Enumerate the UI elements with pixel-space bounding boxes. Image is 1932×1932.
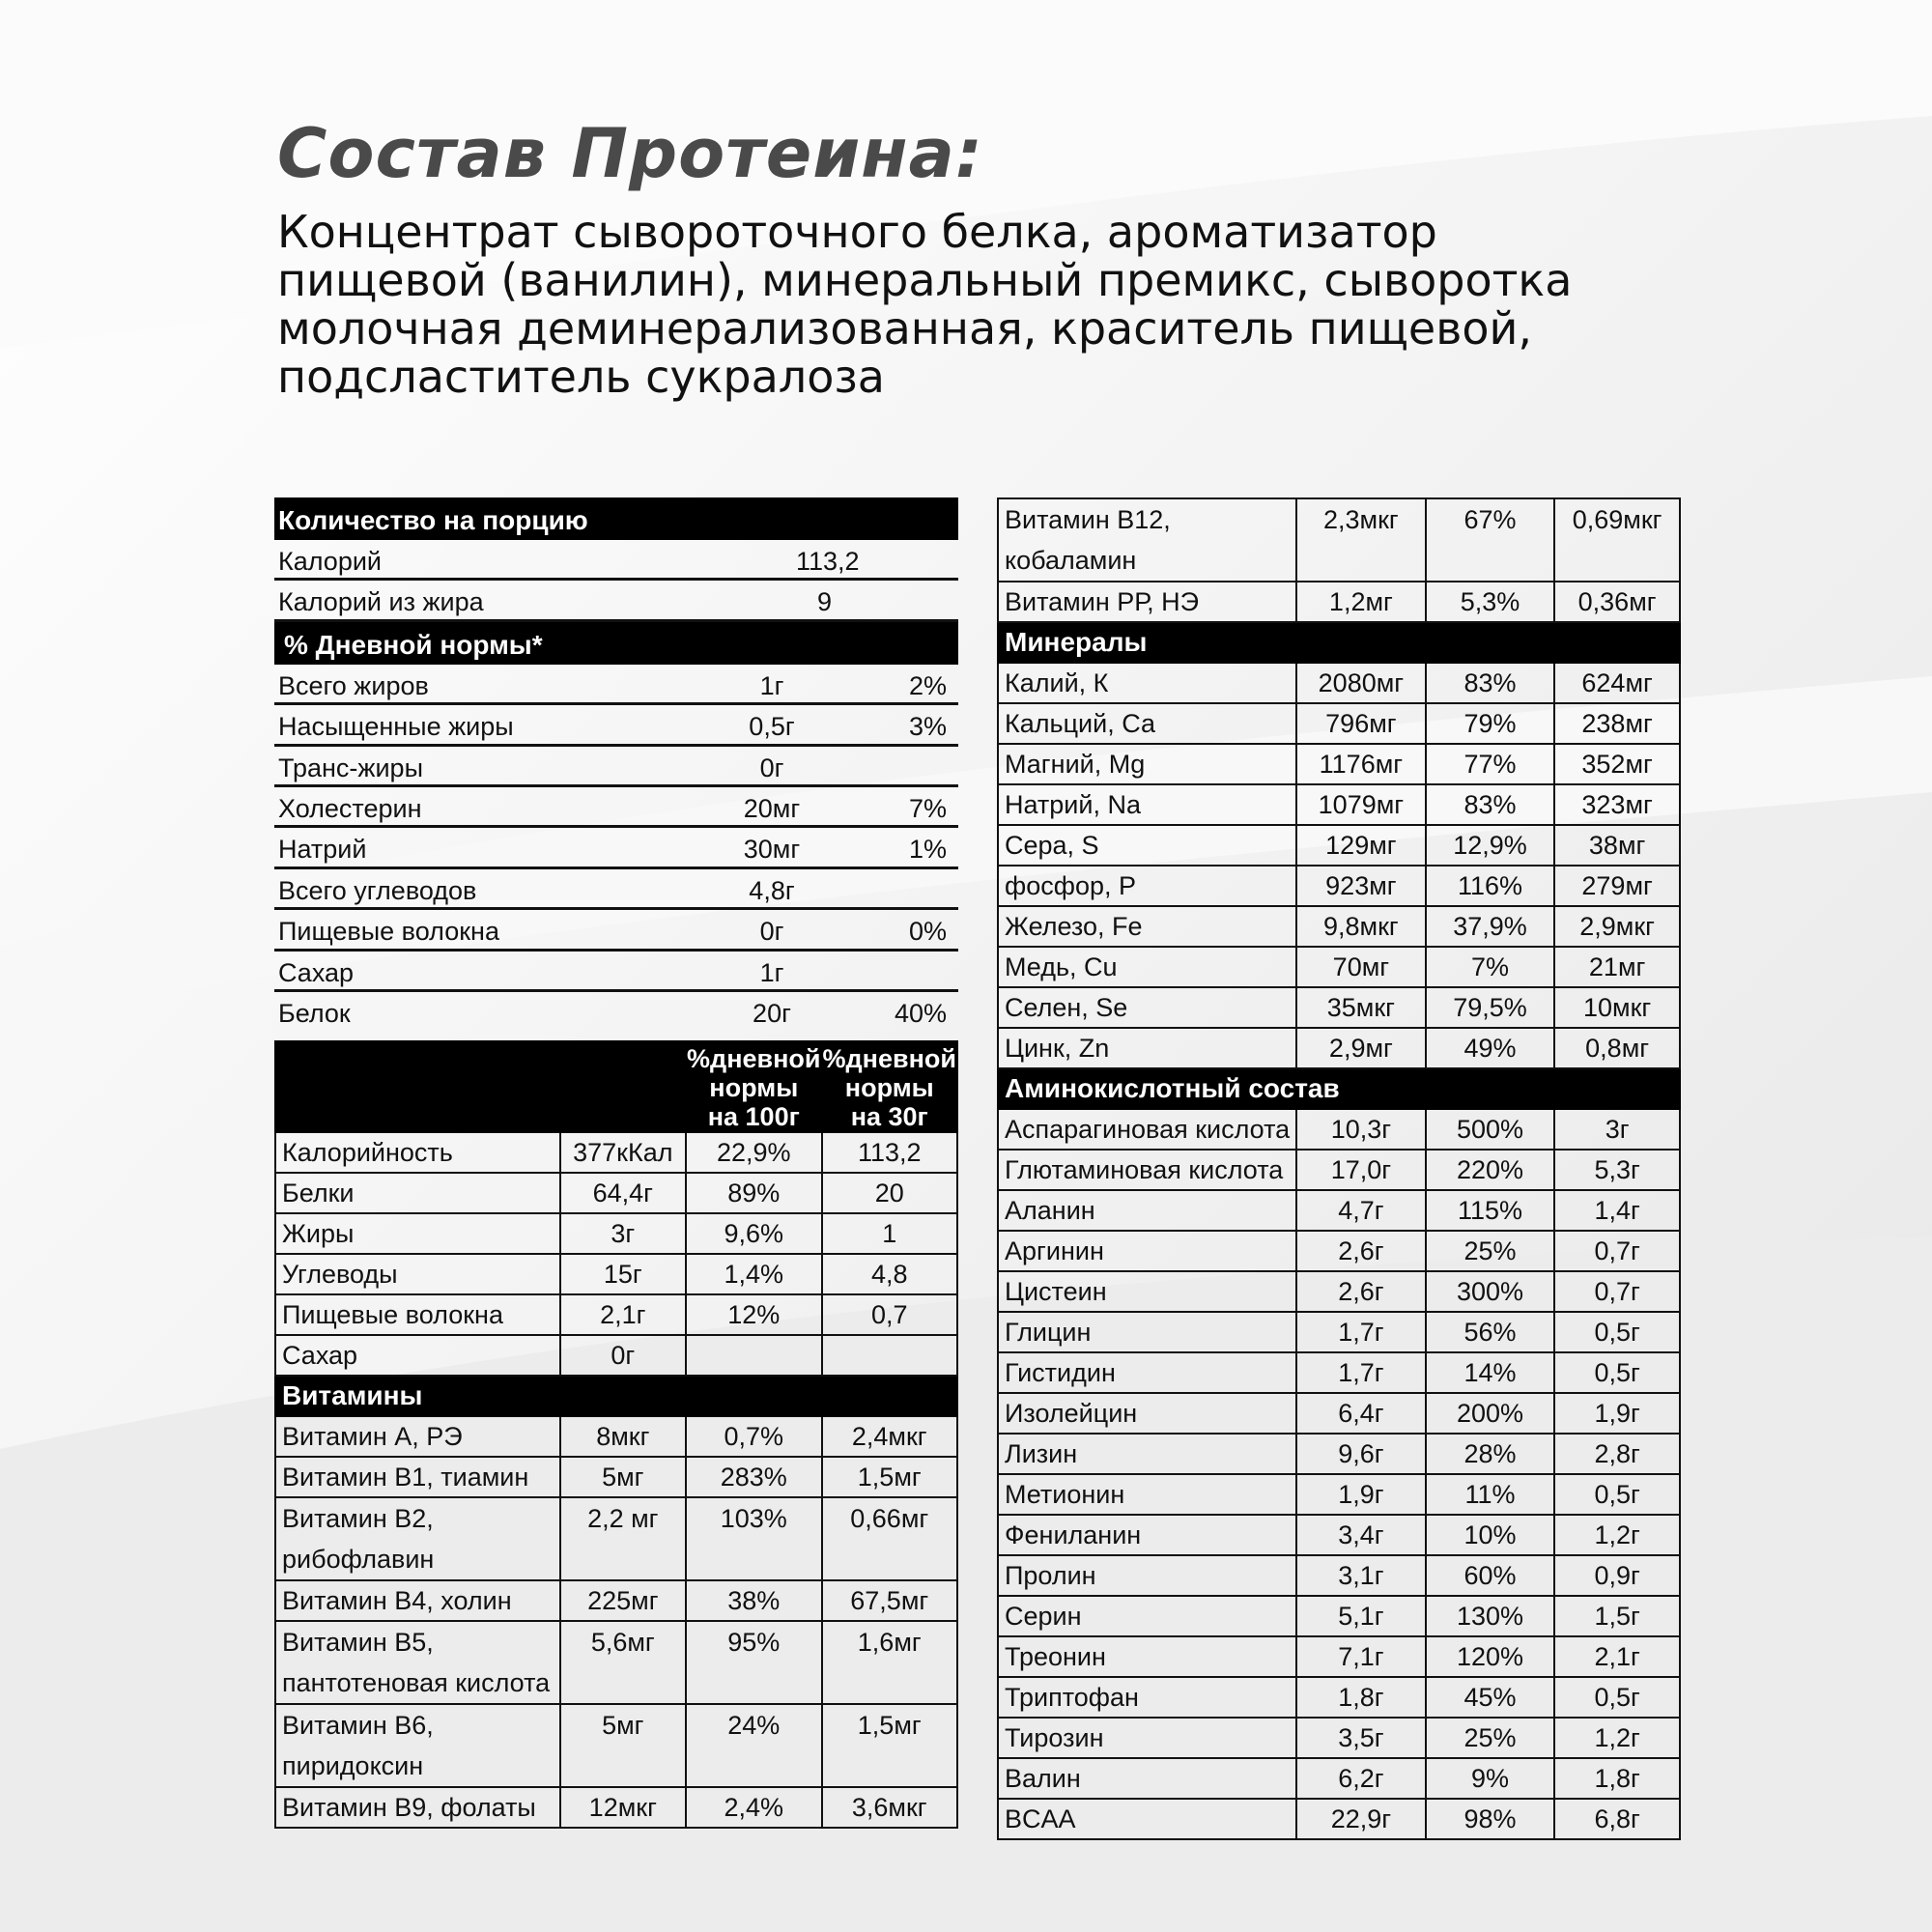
nutrient-amount: 0г bbox=[759, 917, 784, 947]
amount-cell: 3,4г bbox=[1296, 1515, 1426, 1555]
serving-cell: 0,66мг bbox=[822, 1497, 957, 1580]
percent-cell: 1,4% bbox=[686, 1254, 821, 1294]
nutrient-label: Сахар bbox=[278, 957, 355, 987]
amount-cell: 3,1г bbox=[1296, 1555, 1426, 1596]
dv-30-header-line: на 30г bbox=[850, 1102, 928, 1131]
nutrition-row bbox=[275, 1335, 957, 1376]
nutrient-amount: 0г bbox=[759, 753, 784, 782]
mineral-row bbox=[998, 1028, 1680, 1068]
vitamin-name-line: Витамин В4, холин bbox=[282, 1586, 512, 1615]
serving-cell: 0,69мкг bbox=[1554, 498, 1680, 582]
percent-cell: 22,9% bbox=[686, 1132, 821, 1173]
dv-30-header-line: нормы bbox=[844, 1073, 934, 1102]
serving-cell: 0,36мг bbox=[1554, 582, 1680, 622]
amino-acid-row bbox=[998, 1393, 1680, 1434]
amount-cell: 1,9г bbox=[1296, 1474, 1426, 1515]
daily-value-row bbox=[274, 992, 958, 1033]
fat-calories-row bbox=[274, 581, 958, 621]
amount-cell: 12мкг bbox=[560, 1787, 686, 1828]
nutrient-percent: 7% bbox=[908, 793, 947, 823]
nutrition-row bbox=[275, 1254, 957, 1294]
serving-cell: 1 bbox=[822, 1213, 957, 1254]
serving-cell: 2,1г bbox=[1554, 1636, 1680, 1677]
amount-cell: 2,9мг bbox=[1296, 1028, 1426, 1068]
dv-30-header-line: %дневной bbox=[822, 1044, 956, 1073]
amino-acid-row bbox=[998, 1434, 1680, 1474]
row-label: BCAA bbox=[998, 1799, 1296, 1839]
dv-100-header-line: на 100г bbox=[707, 1102, 800, 1131]
serving-cell: 1,4г bbox=[1554, 1190, 1680, 1231]
minerals-header: Минералы bbox=[998, 622, 1680, 663]
vitamin-row bbox=[275, 1580, 957, 1621]
row-label: Белки bbox=[275, 1173, 560, 1213]
vitamin-row bbox=[275, 1497, 957, 1580]
serving-cell: 4,8 bbox=[822, 1254, 957, 1294]
amino-acid-row bbox=[998, 1555, 1680, 1596]
vitamin-row bbox=[275, 1457, 957, 1497]
percent-cell: 2,4% bbox=[686, 1787, 821, 1828]
amount-cell: 70мг bbox=[1296, 947, 1426, 987]
vitamin-name-line: Витамин РР, НЭ bbox=[1005, 587, 1200, 616]
nutrient-amount: 30мг bbox=[743, 835, 801, 865]
fat-calories-label: Калорий из жира bbox=[278, 587, 484, 617]
row-label: Серин bbox=[998, 1596, 1296, 1636]
amino-acid-row bbox=[998, 1231, 1680, 1271]
serving-cell: 0,5г bbox=[1554, 1352, 1680, 1393]
serving-cell: 1,5г bbox=[1554, 1596, 1680, 1636]
serving-cell: 0,8мг bbox=[1554, 1028, 1680, 1068]
amount-cell: 3г bbox=[560, 1213, 686, 1254]
percent-cell: 500% bbox=[1426, 1109, 1555, 1150]
row-label: Аланин bbox=[998, 1190, 1296, 1231]
mineral-row bbox=[998, 703, 1680, 744]
serving-cell: 1,6мг bbox=[822, 1621, 957, 1704]
vitamin-row bbox=[275, 1621, 957, 1704]
row-label: Кальций, Са bbox=[998, 703, 1296, 744]
amino-acid-row bbox=[998, 1474, 1680, 1515]
percent-cell: 83% bbox=[1426, 784, 1555, 825]
serving-cell: 3,6мкг bbox=[822, 1787, 957, 1828]
percent-cell: 37,9% bbox=[1426, 906, 1555, 947]
serving-cell: 113,2 bbox=[822, 1132, 957, 1173]
serving-header: Количество на порцию bbox=[274, 497, 958, 540]
amount-cell: 129мг bbox=[1296, 825, 1426, 866]
daily-value-row bbox=[274, 952, 958, 992]
amount-cell: 6,2г bbox=[1296, 1758, 1426, 1799]
percent-cell: 28% bbox=[1426, 1434, 1555, 1474]
minerals-section-header bbox=[998, 622, 1680, 663]
vitamin-name-line: пантотеновая кислота bbox=[282, 1668, 551, 1697]
percent-cell: 25% bbox=[1426, 1718, 1555, 1758]
nutrient-amount: 20мг bbox=[743, 793, 801, 823]
row-label: Аргинин bbox=[998, 1231, 1296, 1271]
vitamin-row bbox=[998, 582, 1680, 622]
percent-cell: 130% bbox=[1426, 1596, 1555, 1636]
amino-acid-row bbox=[998, 1636, 1680, 1677]
serving-cell: 1,9г bbox=[1554, 1393, 1680, 1434]
nutrient-label: Насыщенные жиры bbox=[278, 712, 514, 742]
row-label: Пищевые волокна bbox=[275, 1294, 560, 1335]
percent-cell: 79,5% bbox=[1426, 987, 1555, 1028]
amino-acid-row bbox=[998, 1190, 1680, 1231]
row-label: Натрий, Na bbox=[998, 784, 1296, 825]
calories-value: 113,2 bbox=[796, 547, 860, 576]
mineral-row bbox=[998, 825, 1680, 866]
amount-cell: 1,7г bbox=[1296, 1352, 1426, 1393]
percent-cell: 9,6% bbox=[686, 1213, 821, 1254]
amino-acid-row bbox=[998, 1109, 1680, 1150]
serving-cell: 238мг bbox=[1554, 703, 1680, 744]
vitamin-name-line: Витамин В9, фолаты bbox=[282, 1793, 536, 1822]
serving-cell: 0,7 bbox=[822, 1294, 957, 1335]
amino-section-header bbox=[998, 1068, 1680, 1109]
percent-cell: 79% bbox=[1426, 703, 1555, 744]
vitamin-name bbox=[275, 1457, 560, 1497]
serving-cell: 352мг bbox=[1554, 744, 1680, 784]
mineral-row bbox=[998, 663, 1680, 703]
mineral-row bbox=[998, 866, 1680, 906]
vitamin-name bbox=[275, 1621, 560, 1704]
vitamins-header: Витамины bbox=[275, 1376, 957, 1416]
daily-value-row bbox=[274, 869, 958, 910]
nutrition-header-row bbox=[275, 1041, 957, 1132]
percent-cell: 283% bbox=[686, 1457, 821, 1497]
vitamin-row bbox=[998, 498, 1680, 582]
row-label: Изолейцин bbox=[998, 1393, 1296, 1434]
vitamin-name-line: Витамин В2, bbox=[282, 1504, 434, 1533]
empty-header-cell bbox=[275, 1041, 560, 1132]
ingredients-line: Концентрат сывороточного белка, ароматизатор bbox=[277, 206, 1437, 258]
vitamin-name bbox=[275, 1704, 560, 1787]
amount-cell: 923мг bbox=[1296, 866, 1426, 906]
row-label: Сера, S bbox=[998, 825, 1296, 866]
percent-cell: 25% bbox=[1426, 1231, 1555, 1271]
amount-cell: 2,3мкг bbox=[1296, 498, 1426, 582]
amount-cell: 1079мг bbox=[1296, 784, 1426, 825]
amino-acid-row bbox=[998, 1799, 1680, 1839]
nutrition-row bbox=[275, 1132, 957, 1173]
percent-cell: 10% bbox=[1426, 1515, 1555, 1555]
amount-cell: 6,4г bbox=[1296, 1393, 1426, 1434]
serving-cell: 323мг bbox=[1554, 784, 1680, 825]
amount-cell: 2,6г bbox=[1296, 1231, 1426, 1271]
percent-cell: 103% bbox=[686, 1497, 821, 1580]
amount-cell: 0г bbox=[560, 1335, 686, 1376]
row-label: Цистеин bbox=[998, 1271, 1296, 1312]
ingredients-line: подсластитель сукралоза bbox=[277, 351, 885, 403]
minerals-amino-table bbox=[997, 497, 1681, 1840]
percent-cell: 120% bbox=[1426, 1636, 1555, 1677]
percent-cell: 12,9% bbox=[1426, 825, 1555, 866]
percent-cell: 98% bbox=[1426, 1799, 1555, 1839]
percent-cell: 49% bbox=[1426, 1028, 1555, 1068]
calories-row bbox=[274, 540, 958, 581]
nutrient-percent: 2% bbox=[908, 670, 947, 700]
amount-cell: 4,7г bbox=[1296, 1190, 1426, 1231]
amount-cell: 5,1г bbox=[1296, 1596, 1426, 1636]
amino-acid-row bbox=[998, 1150, 1680, 1190]
vitamin-name-line: Витамин В6, bbox=[282, 1711, 434, 1740]
nutrient-label: Белок bbox=[278, 998, 351, 1028]
serving-cell: 2,9мкг bbox=[1554, 906, 1680, 947]
nutrient-amount: 20г bbox=[753, 998, 791, 1028]
amount-cell: 35мкг bbox=[1296, 987, 1426, 1028]
row-label: Триптофан bbox=[998, 1677, 1296, 1718]
mineral-row bbox=[998, 906, 1680, 947]
row-label: Сахар bbox=[275, 1335, 560, 1376]
serving-cell: 1,5мг bbox=[822, 1457, 957, 1497]
dv-100-header-line: %дневной bbox=[687, 1044, 821, 1073]
daily-value-row bbox=[274, 910, 958, 951]
serving-cell: 6,8г bbox=[1554, 1799, 1680, 1839]
vitamin-name-line: рибофлавин bbox=[282, 1545, 435, 1574]
percent-cell: 115% bbox=[1426, 1190, 1555, 1231]
amino-acid-row bbox=[998, 1271, 1680, 1312]
amount-cell: 2,6г bbox=[1296, 1271, 1426, 1312]
amount-cell: 2,2 мг bbox=[560, 1497, 686, 1580]
serving-cell: 1,2г bbox=[1554, 1718, 1680, 1758]
amount-cell: 225мг bbox=[560, 1580, 686, 1621]
empty-header-cell bbox=[560, 1041, 686, 1132]
serving-cell: 3г bbox=[1554, 1109, 1680, 1150]
amount-cell: 9,6г bbox=[1296, 1434, 1426, 1474]
nutrition-table bbox=[274, 1040, 958, 1829]
amino-acid-row bbox=[998, 1515, 1680, 1555]
nutrient-label: Пищевые волокна bbox=[278, 917, 499, 947]
row-label: Глицин bbox=[998, 1312, 1296, 1352]
vitamin-row bbox=[275, 1787, 957, 1828]
row-label: Пролин bbox=[998, 1555, 1296, 1596]
nutrient-amount: 0,5г bbox=[749, 712, 795, 742]
serving-cell: 0,7г bbox=[1554, 1271, 1680, 1312]
vitamin-name-line: пиридоксин bbox=[282, 1751, 424, 1780]
serving-cell: 20 bbox=[822, 1173, 957, 1213]
ingredients-line: молочная деминерализованная, краситель пищевой, bbox=[277, 302, 1533, 355]
serving-cell: 1,8г bbox=[1554, 1758, 1680, 1799]
amount-cell: 5мг bbox=[560, 1704, 686, 1787]
serving-cell: 1,5мг bbox=[822, 1704, 957, 1787]
row-label: фосфор, Р bbox=[998, 866, 1296, 906]
serving-cell: 1,2г bbox=[1554, 1515, 1680, 1555]
amino-acid-row bbox=[998, 1312, 1680, 1352]
nutrient-percent: 40% bbox=[894, 998, 947, 1028]
amino-acid-row bbox=[998, 1596, 1680, 1636]
row-label: Цинк, Zn bbox=[998, 1028, 1296, 1068]
daily-value-row bbox=[274, 665, 958, 705]
serving-cell: 0,5г bbox=[1554, 1312, 1680, 1352]
amount-cell: 1,8г bbox=[1296, 1677, 1426, 1718]
nutrient-amount: 4,8г bbox=[749, 875, 795, 905]
serving-cell: 0,5г bbox=[1554, 1474, 1680, 1515]
row-label: Селен, Se bbox=[998, 987, 1296, 1028]
daily-value-rows bbox=[274, 665, 958, 1034]
dv-100-header bbox=[686, 1041, 821, 1132]
row-label: Фениланин bbox=[998, 1515, 1296, 1555]
percent-cell: 38% bbox=[686, 1580, 821, 1621]
daily-value-header: % Дневной нормы* bbox=[274, 622, 958, 665]
serving-cell: 38мг bbox=[1554, 825, 1680, 866]
vitamin-name-line: Витамин А, РЭ bbox=[282, 1422, 463, 1451]
amount-cell: 10,3г bbox=[1296, 1109, 1426, 1150]
serving-facts bbox=[274, 497, 958, 1033]
percent-cell: 220% bbox=[1426, 1150, 1555, 1190]
mineral-row bbox=[998, 987, 1680, 1028]
row-label: Медь, Cu bbox=[998, 947, 1296, 987]
serving-cell: 2,8г bbox=[1554, 1434, 1680, 1474]
nutrient-percent: 3% bbox=[908, 712, 947, 742]
serving-cell: 624мг bbox=[1554, 663, 1680, 703]
vitamin-name bbox=[275, 1580, 560, 1621]
amount-cell: 5мг bbox=[560, 1457, 686, 1497]
amount-cell: 22,9г bbox=[1296, 1799, 1426, 1839]
row-label: Калий, К bbox=[998, 663, 1296, 703]
amount-cell: 17,0г bbox=[1296, 1150, 1426, 1190]
row-label: Углеводы bbox=[275, 1254, 560, 1294]
amino-acid-row bbox=[998, 1677, 1680, 1718]
percent-cell: 56% bbox=[1426, 1312, 1555, 1352]
mineral-row bbox=[998, 744, 1680, 784]
ingredients-line: пищевой (ванилин), минеральный премикс, сыворотка bbox=[277, 254, 1573, 306]
percent-cell: 45% bbox=[1426, 1677, 1555, 1718]
row-label: Магний, Mg bbox=[998, 744, 1296, 784]
percent-cell: 5,3% bbox=[1426, 582, 1555, 622]
row-label: Гистидин bbox=[998, 1352, 1296, 1393]
mineral-row bbox=[998, 784, 1680, 825]
nutrient-label: Транс-жиры bbox=[278, 753, 423, 782]
calories-label: Калорий bbox=[278, 547, 382, 576]
vitamin-name bbox=[998, 582, 1296, 622]
row-label: Калорийность bbox=[275, 1132, 560, 1173]
serving-cell bbox=[822, 1335, 957, 1376]
amount-cell: 1,7г bbox=[1296, 1312, 1426, 1352]
percent-cell: 83% bbox=[1426, 663, 1555, 703]
vitamins-section-header bbox=[275, 1376, 957, 1416]
serving-cell: 5,3г bbox=[1554, 1150, 1680, 1190]
amount-cell: 377кКал bbox=[560, 1132, 686, 1173]
nutrient-percent: 1% bbox=[908, 835, 947, 865]
percent-cell: 24% bbox=[686, 1704, 821, 1787]
percent-cell: 200% bbox=[1426, 1393, 1555, 1434]
percent-cell: 300% bbox=[1426, 1271, 1555, 1312]
nutrient-label: Всего жиров bbox=[278, 670, 429, 700]
percent-cell: 95% bbox=[686, 1621, 821, 1704]
dv-100-header-line: нормы bbox=[709, 1073, 799, 1102]
vitamin-name-line: Витамин В1, тиамин bbox=[282, 1463, 529, 1492]
amount-cell: 1176мг bbox=[1296, 744, 1426, 784]
row-label: Валин bbox=[998, 1758, 1296, 1799]
vitamin-name-line: Витамин В12, bbox=[1005, 505, 1171, 534]
amount-cell: 1,2мг bbox=[1296, 582, 1426, 622]
amount-cell: 3,5г bbox=[1296, 1718, 1426, 1758]
fat-calories-value: 9 bbox=[817, 587, 833, 617]
amount-cell: 2080мг bbox=[1296, 663, 1426, 703]
amino-header: Аминокислотный состав bbox=[998, 1068, 1680, 1109]
percent-cell: 67% bbox=[1426, 498, 1555, 582]
amount-cell: 8мкг bbox=[560, 1416, 686, 1457]
serving-cell: 10мкг bbox=[1554, 987, 1680, 1028]
row-label: Жиры bbox=[275, 1213, 560, 1254]
amount-cell: 64,4г bbox=[560, 1173, 686, 1213]
serving-cell: 67,5мг bbox=[822, 1580, 957, 1621]
vitamin-name bbox=[998, 498, 1296, 582]
percent-cell: 89% bbox=[686, 1173, 821, 1213]
vitamin-name-line: Витамин В5, bbox=[282, 1628, 434, 1657]
row-label: Лизин bbox=[998, 1434, 1296, 1474]
serving-cell: 21мг bbox=[1554, 947, 1680, 987]
page-title: Состав Протеина: bbox=[277, 114, 983, 193]
amino-acid-row bbox=[998, 1352, 1680, 1393]
nutrient-percent: 0% bbox=[908, 917, 947, 947]
percent-cell: 60% bbox=[1426, 1555, 1555, 1596]
nutrition-row bbox=[275, 1213, 957, 1254]
nutrition-row bbox=[275, 1294, 957, 1335]
nutrient-amount: 1г bbox=[759, 670, 784, 700]
ingredients-text bbox=[277, 208, 1726, 401]
row-label: Треонин bbox=[998, 1636, 1296, 1677]
row-label: Метионин bbox=[998, 1474, 1296, 1515]
vitamin-row bbox=[275, 1704, 957, 1787]
daily-value-row bbox=[274, 787, 958, 828]
amount-cell: 2,1г bbox=[560, 1294, 686, 1335]
amount-cell: 9,8мкг bbox=[1296, 906, 1426, 947]
row-label: Железо, Fe bbox=[998, 906, 1296, 947]
row-label: Аспарагиновая кислота bbox=[998, 1109, 1296, 1150]
vitamin-row bbox=[275, 1416, 957, 1457]
vitamin-name bbox=[275, 1416, 560, 1457]
daily-value-row bbox=[274, 705, 958, 746]
daily-value-row bbox=[274, 747, 958, 787]
serving-cell: 0,5г bbox=[1554, 1677, 1680, 1718]
amount-cell: 7,1г bbox=[1296, 1636, 1426, 1677]
percent-cell: 116% bbox=[1426, 866, 1555, 906]
nutrient-label: Холестерин bbox=[278, 793, 422, 823]
serving-cell: 2,4мкг bbox=[822, 1416, 957, 1457]
vitamin-name bbox=[275, 1787, 560, 1828]
row-label: Глютаминовая кислота bbox=[998, 1150, 1296, 1190]
amount-cell: 796мг bbox=[1296, 703, 1426, 744]
amount-cell: 5,6мг bbox=[560, 1621, 686, 1704]
nutrition-row bbox=[275, 1173, 957, 1213]
vitamin-name bbox=[275, 1497, 560, 1580]
amino-acid-row bbox=[998, 1718, 1680, 1758]
serving-cell: 0,7г bbox=[1554, 1231, 1680, 1271]
mineral-row bbox=[998, 947, 1680, 987]
dv-30-header bbox=[822, 1041, 957, 1132]
nutrient-label: Всего углеводов bbox=[278, 875, 477, 905]
row-label: Тирозин bbox=[998, 1718, 1296, 1758]
serving-cell: 279мг bbox=[1554, 866, 1680, 906]
percent-cell: 11% bbox=[1426, 1474, 1555, 1515]
vitamin-name-line: кобаламин bbox=[1005, 546, 1137, 575]
percent-cell bbox=[686, 1335, 821, 1376]
percent-cell: 9% bbox=[1426, 1758, 1555, 1799]
amino-acid-row bbox=[998, 1758, 1680, 1799]
nutrient-amount: 1г bbox=[759, 957, 784, 987]
percent-cell: 14% bbox=[1426, 1352, 1555, 1393]
nutrient-label: Натрий bbox=[278, 835, 367, 865]
daily-value-row bbox=[274, 828, 958, 868]
percent-cell: 0,7% bbox=[686, 1416, 821, 1457]
amount-cell: 15г bbox=[560, 1254, 686, 1294]
percent-cell: 77% bbox=[1426, 744, 1555, 784]
serving-cell: 0,9г bbox=[1554, 1555, 1680, 1596]
percent-cell: 7% bbox=[1426, 947, 1555, 987]
percent-cell: 12% bbox=[686, 1294, 821, 1335]
